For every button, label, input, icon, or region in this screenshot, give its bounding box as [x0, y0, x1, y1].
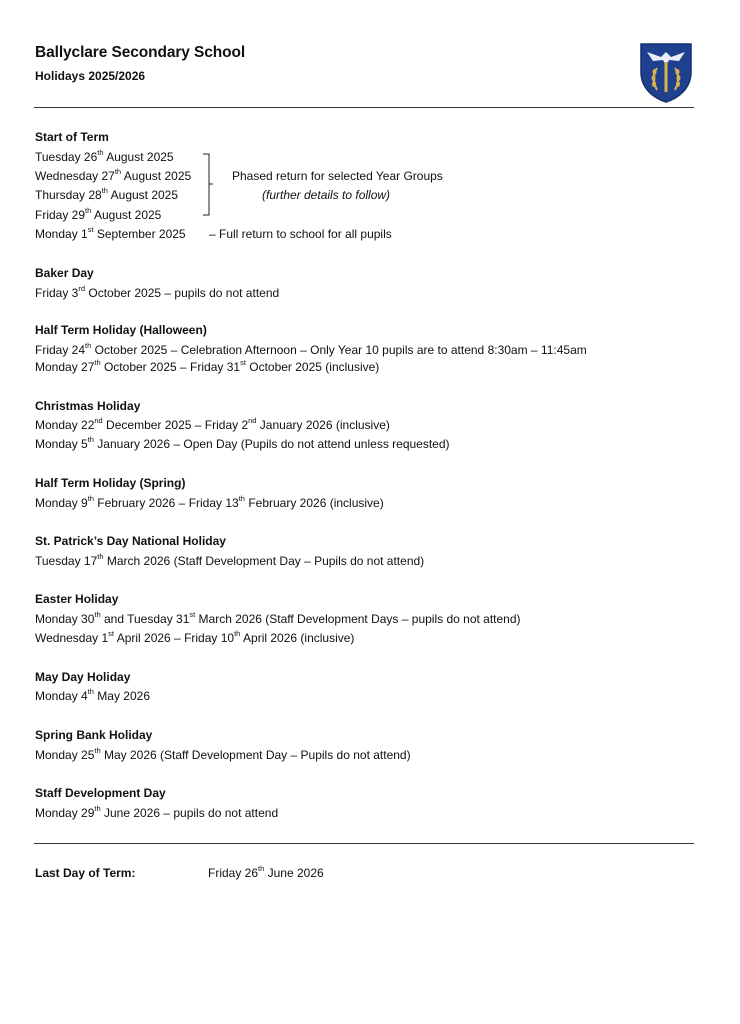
- halloween-line-1: Friday 24th October 2025 – Celebration Afternoon – Only Year 10 pupils are to attend 8:30am – 11:45am: [35, 341, 587, 357]
- heading-st-patricks: St. Patrick’s Day National Holiday: [35, 534, 226, 548]
- heading-halloween: Half Term Holiday (Halloween): [35, 323, 207, 337]
- footer-divider: [34, 843, 694, 844]
- heading-may-day: May Day Holiday: [35, 670, 131, 684]
- spring-bank-line-1: Monday 25th May 2026 (Staff Development Day – Pupils do not attend): [35, 746, 411, 762]
- heading-staff-development: Staff Development Day: [35, 786, 166, 800]
- phased-return-subnote: (further details to follow): [262, 188, 391, 202]
- christmas-line-1: Monday 22nd December 2025 – Friday 2nd January 2026 (inclusive): [35, 416, 390, 432]
- easter-line-1: Monday 30th and Tuesday 31st March 2026 (Staff Development Days – pupils do not attend): [35, 610, 521, 626]
- st-patricks-line-1: Tuesday 17th March 2026 (Staff Development Day – Pupils do not attend): [35, 552, 425, 568]
- heading-spring-bank: Spring Bank Holiday: [35, 728, 153, 742]
- heading-christmas: Christmas Holiday: [35, 399, 141, 413]
- heading-baker-day: Baker Day: [35, 266, 94, 280]
- header-divider: [34, 107, 694, 108]
- document-subtitle: Holidays 2025/2026: [35, 69, 146, 83]
- spring-half-term-line-1: Monday 9th February 2026 – Friday 13th February 2026 (inclusive): [35, 494, 384, 510]
- baker-day-line-1: Friday 3rd October 2025 – pupils do not attend: [35, 284, 280, 300]
- phased-return-note: Phased return for selected Year Groups: [232, 169, 443, 183]
- full-return-note: – Full return to school for all pupils: [209, 227, 392, 241]
- heading-easter: Easter Holiday: [35, 592, 119, 606]
- easter-line-2: Wednesday 1st April 2026 – Friday 10th April 2026 (inclusive): [35, 629, 355, 645]
- halloween-line-2: Monday 27th October 2025 – Friday 31st October 2025 (inclusive): [35, 358, 380, 374]
- start-date-2: Wednesday 27th August 2025: [35, 167, 192, 183]
- start-date-1: Tuesday 26th August 2025: [35, 148, 174, 164]
- phased-return-bracket: [203, 153, 213, 217]
- staff-development-line-1: Monday 29th June 2026 – pupils do not attend: [35, 804, 279, 820]
- start-date-5: Monday 1st September 2025: [35, 225, 186, 241]
- may-day-line-1: Monday 4th May 2026: [35, 687, 151, 703]
- school-crest-icon: [639, 42, 693, 104]
- heading-start-of-term: Start of Term: [35, 130, 109, 144]
- heading-spring-half-term: Half Term Holiday (Spring): [35, 476, 186, 490]
- last-day-label: Last Day of Term:: [35, 866, 136, 880]
- start-date-3: Thursday 28th August 2025: [35, 186, 179, 202]
- christmas-line-2: Monday 5th January 2026 – Open Day (Pupils do not attend unless requested): [35, 435, 450, 451]
- last-day-value: Friday 26th June 2026: [208, 864, 324, 880]
- school-name: Ballyclare Secondary School: [35, 44, 246, 61]
- start-date-4: Friday 29th August 2025: [35, 206, 162, 222]
